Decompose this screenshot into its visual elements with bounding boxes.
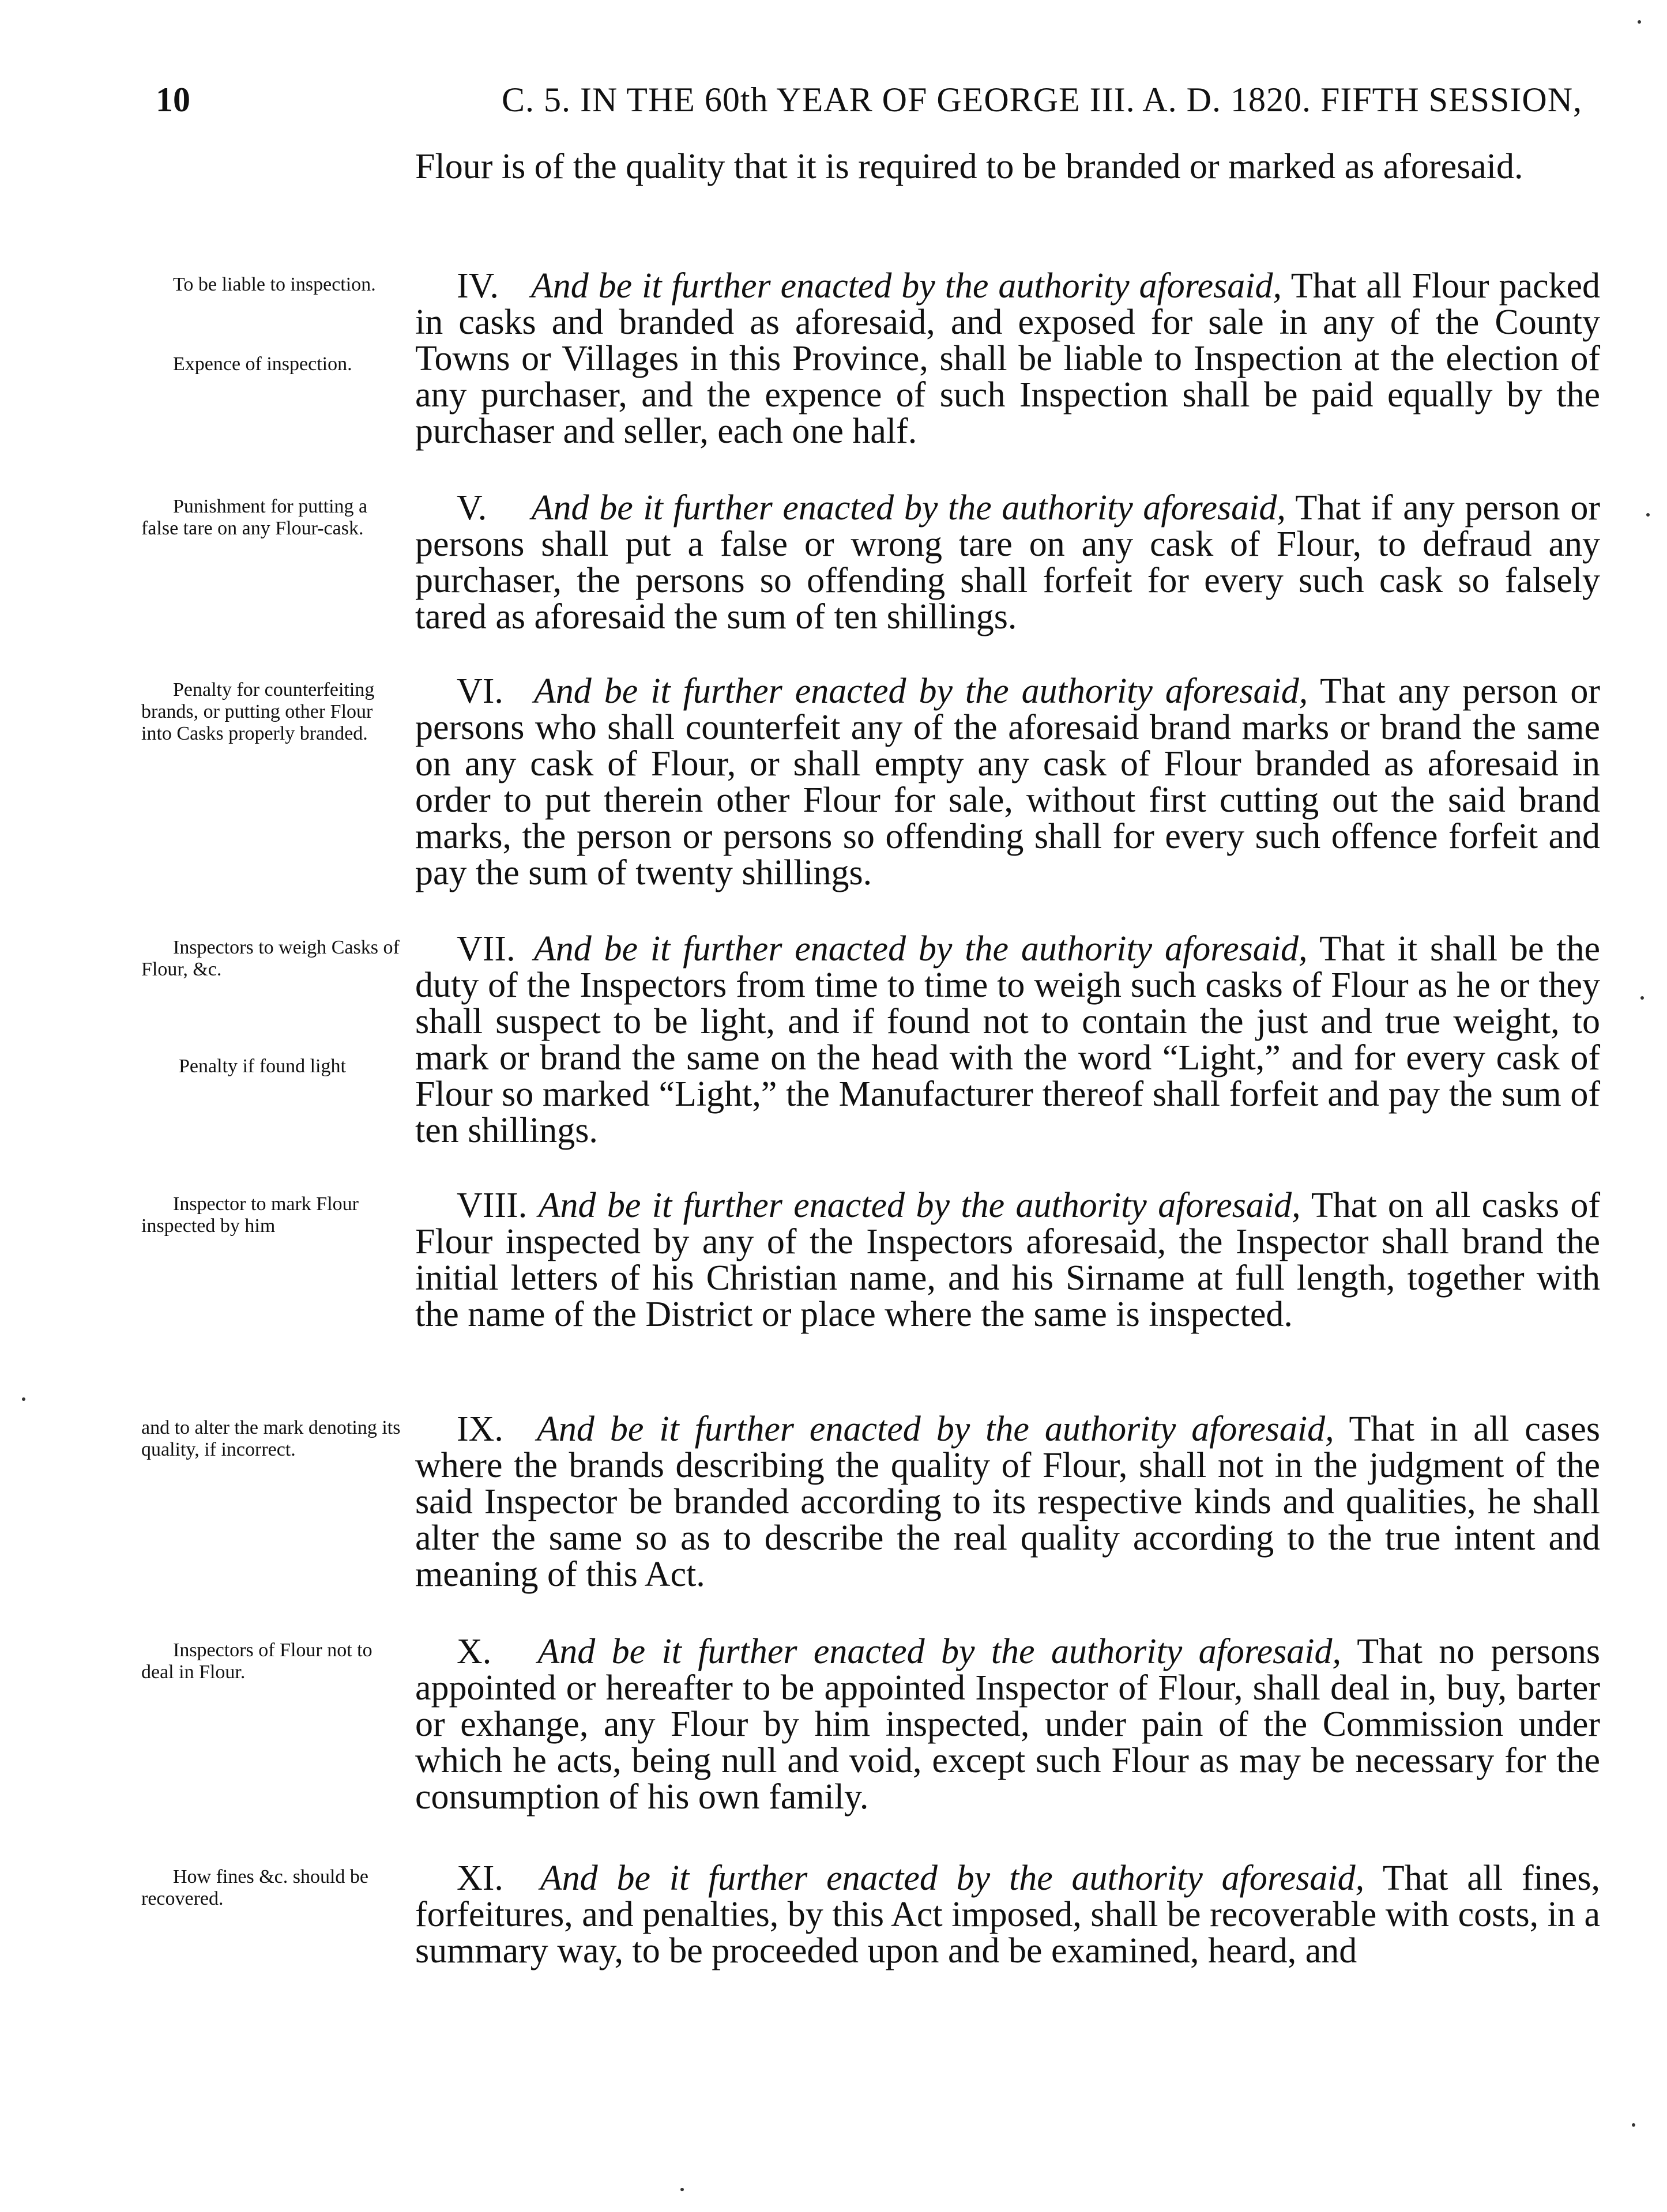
marginal-note: Penalty if found light (179, 1056, 346, 1077)
section-number: IV. (457, 266, 499, 306)
marginal-note: Penalty for counterfeiting brands, or putting other Flour into Casks properly branded. (141, 679, 375, 744)
running-title: C. 5. IN THE 60th YEAR OF GEORGE III. A. D. 1820. FIFTH SESSION, (502, 81, 1583, 119)
enacting-clause: And be it further enacted by the authority aforesaid, (533, 929, 1308, 969)
section-body: That all Flour packed in casks and branded as aforesaid, and exposed for sale in any of the County Towns or Villages in this Province, shall be liable to Inspection at the election of any purchaser, and the expence of such Inspection shall be paid equally by the purchaser and seller, each one half. (415, 266, 1601, 451)
print-speck (1638, 20, 1641, 24)
section-iv-text (415, 268, 1600, 450)
enacting-clause: And be it further enacted by the authority aforesaid, (536, 1410, 1334, 1449)
section-number: VII. (457, 929, 515, 969)
section-body: That it shall be the duty of the Inspectors from time to time to weigh such casks of Flour as he or they shall suspect to be light, and if found not to contain the just and true weight, to mark or brand the same on the head with the word “Light,” and for every cask of Flour so marked “Light,” the Manufacturer thereof shall forfeit and pay the sum of ten shillings. (415, 929, 1600, 1150)
section-vi-text (415, 673, 1600, 891)
section-number: X. (457, 1632, 492, 1671)
section-body: That in all cases where the brands describing the quality of Flour, shall not in the judgment of the said Inspector be branded according to its respective kinds and qualities, he shall alter the same so as to describe the real quality according to the true intent and meaning of this Act. (415, 1410, 1601, 1594)
print-speck (1640, 996, 1644, 1000)
enacting-clause: And be it further enacted by the authority aforesaid, (537, 1632, 1342, 1671)
section-number: XI. (457, 1859, 503, 1898)
marginal-note: Inspectors of Flour not to deal in Flour. (141, 1640, 372, 1683)
marginal-note: To be liable to inspection. (173, 274, 376, 295)
section-vi-marginal-notes (141, 673, 401, 745)
page-header (156, 74, 1609, 126)
section-number: VI. (457, 672, 503, 711)
enacting-clause: And be it further enacted by the authority aforesaid, (530, 266, 1282, 306)
print-speck (22, 1397, 25, 1401)
section-number: IX. (457, 1410, 503, 1449)
section-vii-text (415, 931, 1600, 1149)
enacting-clause: And be it further enacted by the authority aforesaid, (533, 672, 1308, 711)
marginal-note: Expence of inspection. (173, 353, 352, 375)
section-vii-marginal-notes (141, 931, 401, 1077)
section-x-text (415, 1634, 1600, 1815)
marginal-note: Inspector to mark Flour inspected by him (141, 1193, 359, 1237)
enacting-clause: And be it further enacted by the authority aforesaid, (531, 488, 1286, 527)
marginal-note: How fines &c. should be recovered. (141, 1866, 369, 1909)
enacting-clause: And be it further enacted by the authority aforesaid, (538, 1186, 1301, 1225)
section-body: That any person or persons who shall counterfeit any of the aforesaid brand marks or brand the same on any cask of Flour, or shall empty any cask of Flour branded as aforesaid in order to put therein other Flour for sale, without first cutting out the said brand marks, the person or persons so offending shall for every such offence forfeit and pay the sum of twenty shillings. (415, 672, 1601, 892)
section-number: V. (457, 488, 487, 527)
section-body: That no persons appointed or hereafter to be appointed Inspector of Flour, shall deal in, buy, barter or exhange, any Flour by him inspected, under pain of the Commission under which he acts, being null and void, except such Flour as may be necessary for the consumption of his own family. (415, 1632, 1601, 1817)
print-speck (1632, 2123, 1635, 2127)
section-ix-marginal-notes (141, 1411, 401, 1461)
section-viii-text (415, 1188, 1600, 1333)
section-number: VIII. (457, 1186, 528, 1225)
print-speck (1646, 513, 1650, 517)
marginal-note: and to alter the mark denoting its quality, if incorrect. (141, 1417, 401, 1460)
continuation-text: Flour is of the quality that it is required to be branded or marked as aforesaid. (415, 147, 1523, 186)
section-viii-marginal-notes (141, 1188, 401, 1237)
print-speck (680, 2188, 684, 2191)
section-x-marginal-notes (141, 1634, 401, 1683)
marginal-note: Inspectors to weigh Casks of Flour, &c. (141, 937, 400, 980)
section-body: That on all casks of Flour inspected by any of the Inspectors aforesaid, the Inspector shall brand the initial letters of his Christian name, and his Sirname at full length, together with the name of the District or place where the same is inspected. (415, 1186, 1601, 1334)
enacting-clause: And be it further enacted by the authority aforesaid, (540, 1859, 1365, 1898)
marginal-note: Punishment for putting a false tare on any Flour-cask. (141, 496, 368, 539)
page-number: 10 (156, 81, 190, 119)
section-ix-text (415, 1411, 1600, 1593)
section-body: That all fines, forfeitures, and penalties, by this Act imposed, shall be recoverable with costs, in a summary way, to be proceeded upon and be examined, heard, and (415, 1859, 1601, 1970)
section-xi-marginal-notes (141, 1860, 401, 1910)
section-xi-text (415, 1860, 1600, 1969)
section-iv-marginal-notes (141, 268, 401, 375)
section-body: That if any person or persons shall put a false or wrong tare on any cask of Flour, to defraud any purchaser, the persons so offending shall forfeit for every such cask so falsely tared as aforesaid the sum of ten shillings. (415, 488, 1600, 636)
section-v-marginal-notes (141, 490, 401, 540)
section-v-text (415, 490, 1600, 635)
